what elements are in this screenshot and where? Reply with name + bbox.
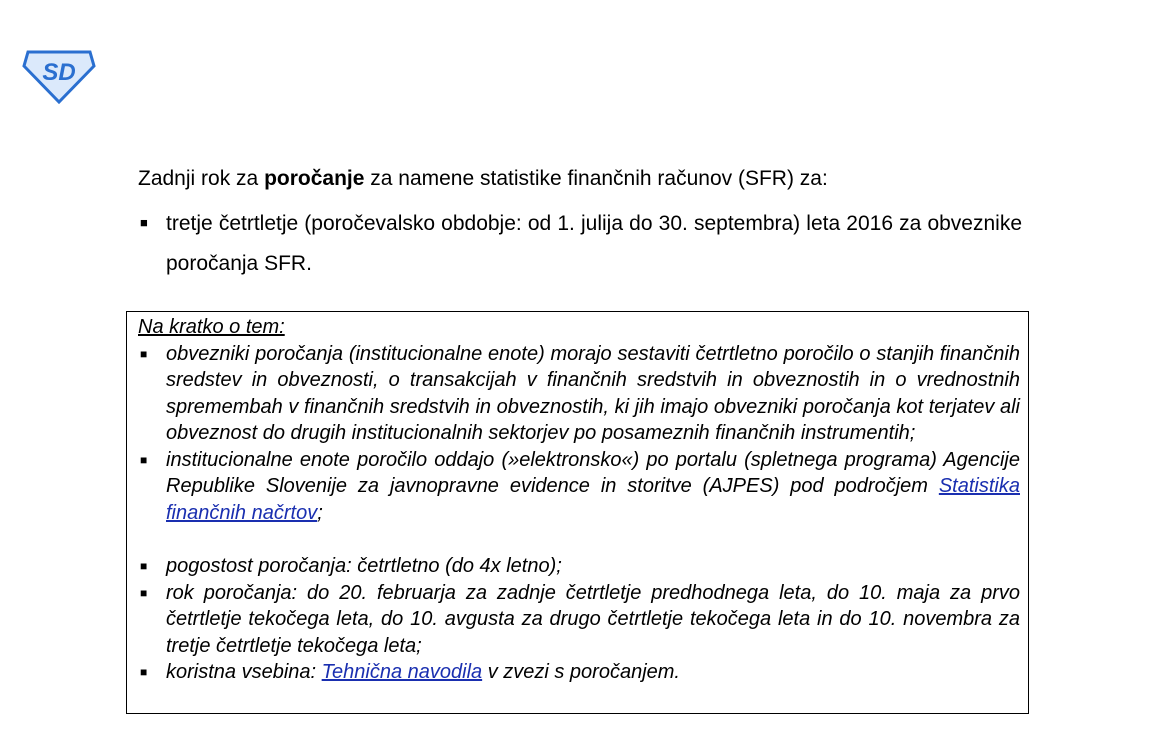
summary-list-2 (138, 553, 1020, 686)
bullet-icon: ■ (140, 452, 148, 467)
list-item: ■ tretje četrtletje (poročevalsko obdobje: od 1. julija do 30. septembra) leta 2016 za obveznike poročanja SFR. (138, 204, 1022, 284)
summary-list (138, 341, 1020, 527)
intro-list (138, 204, 1022, 284)
list-item: ■ koristna vsebina: Tehnična navodila v zvezi s poročanjem. (138, 659, 1020, 686)
summary-box (126, 311, 1029, 714)
statistika-link[interactable]: Statistika finančnih načrtov (166, 475, 1020, 524)
list-item: ■ rok poročanja: do 20. februarja za zadnje četrtletje predhodnega leta, do 10. maja za prvo četrtletje tekočega leta, do 10. avgusta za drugo četrtletje tekočega leta in do 10. novembra za tretje četrtletje tekočega leta; (140, 581, 1020, 657)
list-item: ■ pogostost poročanja: četrtletno (do 4x letno); (138, 553, 1020, 580)
bullet-icon: ■ (140, 346, 148, 361)
tehnicna-navodila-link[interactable]: Tehnična navodila (321, 661, 483, 683)
intro-section (138, 164, 1022, 284)
list-item: ■ institucionalne enote poročilo oddajo (»elektronsko«) po portalu (spletnega programa) Agencije Republike Slovenije za javnopravne evidence in storitve (AJPES) pod področjem Statistika finančnih načrtov; (140, 448, 1020, 524)
logo-text: SD (42, 59, 76, 86)
list-item: ■ obvezniki poročanja (institucionalne enote) morajo sestaviti četrtletno poročilo o stanjih finančnih sredstev in obveznosti, o transakcijah v finančnih sredstvih in obveznostih in o vrednostnih spremembah v finančnih sredstvih in obveznostih, ki jih imajo obvezniki poročanja kot terjatev ali obveznost do drugih institucionalnih sektorjev po posameznih finančnih instrumentih; (140, 342, 1020, 444)
logo-shield-icon (22, 48, 96, 104)
bullet-icon: ■ (140, 665, 148, 679)
bullet-icon: ■ (140, 585, 148, 600)
intro-bold-word: poročanje (264, 167, 365, 190)
intro-heading: Zadnji rok za poročanje za namene statistike finančnih računov (SFR) za: (138, 167, 828, 190)
bullet-icon: ■ (140, 559, 148, 573)
sd-logo (22, 48, 96, 104)
bullet-icon: ■ (140, 215, 148, 230)
box-title: Na kratko o tem: (138, 316, 285, 338)
